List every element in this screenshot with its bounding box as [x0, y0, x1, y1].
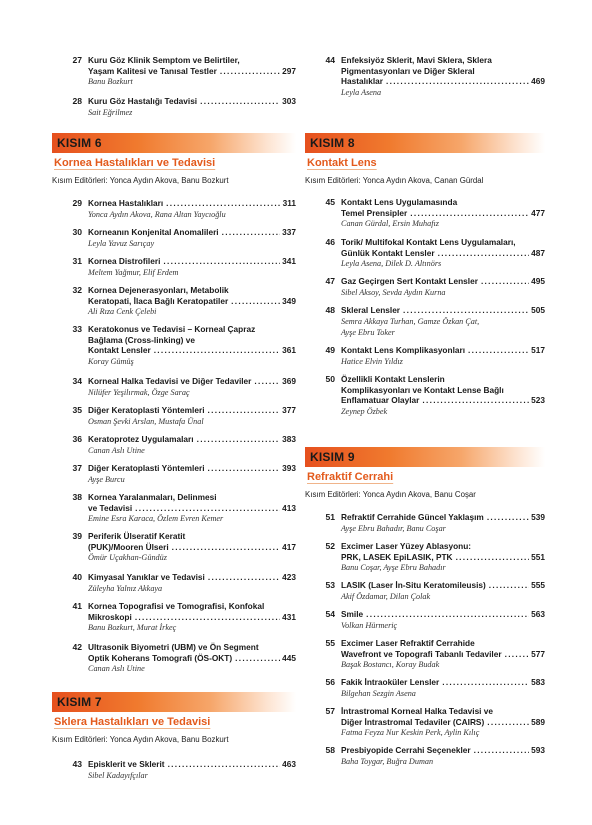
chapter-title-line: Excimer Laser Yüzey Ablasyonu: — [341, 541, 472, 551]
chapter-authors: Koray Gümüş — [88, 356, 134, 366]
chapter-title-text: Kontakt Lensler — [88, 345, 151, 355]
chapter-authors: Sibel Aksoy, Sevda Aydın Kurna — [341, 287, 446, 297]
chapter-authors: Canan Gürdal, Ersin Muhafız — [341, 219, 439, 228]
chapter-number: 30 — [72, 227, 82, 237]
chapter-title-line — [341, 276, 545, 287]
page-number: 487 — [531, 247, 545, 258]
chapter-title-line — [88, 345, 296, 356]
chapter-number: 38 — [72, 492, 82, 502]
chapter-title-text: Smile — [341, 609, 364, 619]
chapter-title — [88, 492, 296, 524]
chapter-number: 42 — [72, 642, 82, 652]
chapter-title-line — [341, 580, 545, 591]
page-number: 297 — [282, 65, 296, 76]
dot-leader — [489, 580, 529, 591]
chapter-number: 41 — [72, 601, 82, 611]
chapter-title-line: Bağlama (Cross-linking) ve — [88, 334, 195, 345]
chapter-authors: Ali Rıza Cenk Çelebi — [88, 307, 157, 316]
chapter-title-text: Diğer İntrastromal Tedaviler (CAIRS) — [341, 716, 485, 727]
chapter-number: 55 — [325, 638, 335, 648]
dot-leader — [172, 542, 280, 553]
chapter-authors: Canan Aslı Utine — [88, 445, 145, 455]
dot-leader — [208, 572, 280, 583]
chapter-number: 39 — [72, 531, 82, 541]
chapter-authors: Nilüfer Yeşilırmak, Özge Saraç — [88, 387, 190, 397]
chapter-title-text: Diğer Keratoplasti Yöntemleri — [88, 405, 205, 415]
chapter-title — [341, 374, 545, 417]
chapter-title-line — [341, 609, 545, 620]
chapter-title — [88, 463, 296, 485]
chapter-title-line — [88, 405, 296, 416]
chapter-number: 57 — [325, 706, 335, 716]
dot-leader — [481, 276, 529, 287]
chapter-title-line — [88, 542, 296, 553]
chapter-title-text: Optik Koherans Tomografi (ÖS-OKT) — [88, 652, 233, 663]
chapter-title-line — [88, 296, 296, 307]
chapter-title-line — [341, 512, 545, 523]
chapter-title — [341, 677, 545, 699]
chapter-authors: Emine Esra Karaca, Özlem Evren Kemer — [88, 514, 224, 523]
chapter-title-text: Wavefront ve Topografi Tabanlı Tedaviler — [341, 648, 502, 659]
chapter-authors: Ayşe Ebru Bahadır, Banu Coşar — [341, 523, 446, 533]
chapter-title-text: Mikroskopi — [88, 611, 132, 622]
page-number: 469 — [531, 76, 545, 86]
dot-leader — [474, 745, 530, 756]
page-number: 361 — [282, 345, 296, 355]
chapter-title-line — [341, 305, 545, 316]
page-number: 505 — [531, 305, 545, 315]
page-number: 583 — [531, 677, 545, 687]
chapter-title-line — [88, 227, 296, 238]
dot-leader — [168, 759, 281, 770]
chapter-title — [341, 580, 545, 602]
dot-leader — [487, 512, 529, 523]
chapter-title-line — [341, 208, 545, 219]
part-title: Kornea Hastalıkları ve Tedavisi — [54, 157, 216, 169]
chapter-authors: Banu Coşar, Ayşe Ebru Bahadır — [341, 563, 446, 572]
chapter-authors: Leyla Asena, Dilek D. Altınörs — [341, 259, 442, 268]
chapter-title — [341, 237, 545, 269]
chapter-title-line: İntrastromal Korneal Halka Tedavisi ve — [341, 706, 494, 716]
chapter-title-text: (PUK)/Mooren Ülseri — [88, 541, 169, 552]
dot-leader — [166, 198, 280, 209]
chapter-title-text: Keratopati, İlaca Bağlı Keratopatiler — [88, 295, 229, 306]
chapter-title — [341, 197, 545, 229]
chapter-title-text: Kornea Distrofileri — [88, 256, 161, 266]
part-editors: Kısım Editörleri: Yonca Aydın Akova, Banu Bozkurt — [52, 735, 229, 744]
chapter-title-line — [88, 256, 296, 267]
chapter-title — [88, 601, 296, 633]
chapter-title-text: Diğer Keratoplasti Yöntemleri — [88, 463, 205, 473]
dot-leader — [200, 96, 280, 107]
chapter-number: 58 — [325, 745, 335, 755]
page-number: 417 — [282, 541, 296, 552]
dot-leader — [231, 296, 280, 307]
chapter-number: 31 — [72, 256, 82, 266]
chapter-authors: Osman Şevki Arslan, Mustafa Ünal — [88, 416, 204, 426]
chapter-authors: Baha Toygar, Buğra Duman — [341, 756, 434, 766]
chapter-title — [341, 276, 545, 298]
page-number: 377 — [282, 405, 296, 415]
part-header — [305, 133, 545, 186]
chapter-title-line — [88, 572, 296, 583]
chapter-title-line: Ultrasonik Biyometri (UBM) ve Ön Segment — [88, 642, 259, 652]
chapter-authors: Banu Bozkurt — [88, 77, 133, 86]
page-number: 495 — [531, 276, 545, 286]
chapter-authors: Ömür Uçakhan-Gündüz — [88, 553, 167, 562]
dot-leader — [154, 345, 280, 356]
chapter-title-text: Temel Prensipler — [341, 207, 408, 218]
chapter-title-text: Kimyasal Yanıklar ve Tedavisi — [88, 572, 205, 582]
part-header — [52, 133, 296, 186]
chapter-title-text: ve Tedavisi — [88, 502, 133, 513]
chapter-number: 40 — [72, 572, 82, 582]
chapter-title-line: Excimer Laser Refraktif Cerrahide — [341, 638, 475, 648]
part-header — [305, 447, 545, 500]
dot-leader — [422, 395, 529, 406]
chapter-title-line: Kuru Göz Klinik Semptom ve Belirtiler, — [88, 55, 240, 65]
chapter-number: 56 — [325, 677, 335, 687]
chapter-number: 28 — [72, 96, 82, 106]
chapter-title — [341, 305, 545, 338]
chapter-title — [341, 638, 545, 670]
chapter-number: 36 — [72, 434, 82, 444]
chapter-title-line — [341, 76, 545, 87]
chapter-title-line — [88, 612, 296, 623]
chapter-title — [341, 745, 545, 767]
chapter-authors: Başak Bostancı, Koray Budak — [341, 660, 440, 669]
chapter-title-text: Fakik İntraoküler Lensler — [341, 677, 440, 687]
page-number: 593 — [531, 745, 545, 755]
chapter-title — [88, 759, 296, 781]
chapter-number: 32 — [72, 285, 82, 295]
chapter-title — [341, 609, 545, 631]
chapter-title — [88, 324, 296, 367]
chapter-title-text: Kuru Göz Hastalığı Tedavisi — [88, 96, 198, 106]
page-number: 555 — [531, 580, 545, 590]
chapter-number: 34 — [72, 376, 82, 386]
chapter-number: 53 — [325, 580, 335, 590]
dot-leader — [366, 609, 529, 620]
chapter-title-line: Kornea Dejenerasyonları, Metabolik — [88, 285, 229, 295]
chapter-authors: Leyla Yavuz Sarıçay — [88, 238, 155, 248]
chapter-title-text: Refraktif Cerrahide Güncel Yaklaşım — [341, 512, 484, 522]
chapter-number: 47 — [325, 276, 335, 286]
chapter-title-text: Presbiyopide Cerrahi Seçenekler — [341, 745, 471, 755]
chapter-authors: Züleyha Yalnız Akkaya — [88, 583, 163, 593]
chapter-title-line: Özellikli Kontakt Lenslerin — [341, 374, 445, 384]
chapter-title — [88, 198, 296, 220]
chapter-title-line — [88, 66, 296, 77]
dot-leader — [163, 256, 280, 267]
chapter-number: 52 — [325, 541, 335, 551]
chapter-title-line — [341, 745, 545, 756]
chapter-title-text: Yaşam Kalitesi ve Tanısal Testler — [88, 65, 217, 76]
dot-leader — [254, 376, 280, 387]
chapter-title-line: Kontakt Lens Uygulamasında — [341, 197, 458, 207]
chapter-title — [341, 55, 545, 98]
page-number: 383 — [282, 434, 296, 444]
chapter-title — [341, 345, 545, 367]
chapter-title-line — [341, 677, 545, 688]
part-editors: Kısım Editörleri: Yonca Aydın Akova, Banu Bozkurt — [52, 176, 229, 185]
chapter-number: 27 — [72, 55, 82, 65]
chapter-title-line: Periferik Ülseratif Keratit — [88, 531, 186, 541]
chapter-title-text: Keratoprotez Uygulamaları — [88, 434, 194, 444]
page-number: 589 — [531, 716, 545, 727]
chapter-title-text: Enflamatuar Olaylar — [341, 395, 420, 405]
part-header — [52, 692, 296, 745]
chapter-title-line: Kornea Topografisi ve Tomografisi, Konfokal — [88, 601, 265, 611]
chapter-title-line — [341, 345, 545, 356]
dot-leader — [438, 248, 530, 259]
chapter-title-text: Kornea Hastalıkları — [88, 198, 164, 208]
chapter-authors: Ayşe Burcu — [88, 474, 125, 484]
chapter-title-line — [88, 503, 296, 514]
dot-leader — [403, 305, 529, 316]
chapter-title — [341, 512, 545, 534]
page-number: 393 — [282, 463, 296, 473]
dot-leader — [487, 717, 529, 728]
page-number: 517 — [531, 345, 545, 355]
chapter-title-text: LASIK (Laser İn-Situ Keratomileusis) — [341, 580, 486, 590]
chapter-number: 45 — [325, 197, 335, 207]
page-number: 413 — [282, 502, 296, 513]
dot-leader — [222, 227, 281, 238]
page-number: 341 — [282, 256, 296, 266]
chapter-authors: Bilgehan Sezgin Asena — [341, 688, 416, 698]
chapter-number: 37 — [72, 463, 82, 473]
part-title: Refraktif Cerrahi — [307, 471, 394, 483]
part-editors: Kısım Editörleri: Yonca Aydın Akova, Canan Gürdal — [305, 176, 484, 185]
chapter-title — [88, 227, 296, 249]
chapter-title-text: PRK, LASEK EpiLASIK, PTK — [341, 551, 453, 562]
dot-leader — [442, 677, 529, 688]
chapter-title-line — [88, 434, 296, 445]
chapter-title-line: Keratokonus ve Tedavisi – Korneal Çapraz — [88, 324, 256, 334]
chapter-title — [88, 405, 296, 427]
page-number: 577 — [531, 648, 545, 659]
chapter-authors: Zeynep Özbek — [341, 406, 388, 416]
chapter-number: 49 — [325, 345, 335, 355]
page-number: 423 — [282, 572, 296, 582]
part-editors: Kısım Editörleri: Yonca Aydın Akova, Banu Coşar — [305, 490, 476, 499]
chapter-authors: Leyla Asena — [341, 87, 382, 97]
chapter-number: 50 — [325, 374, 335, 384]
dot-leader — [135, 503, 280, 514]
chapter-number: 46 — [325, 237, 335, 247]
chapter-authors: Semra Akkaya Turhan, Gamze Özkan Çat, — [341, 316, 480, 326]
chapter-number: 35 — [72, 405, 82, 415]
chapter-number: 33 — [72, 324, 82, 334]
chapter-authors: Banu Bozkurt, Murat İrkeç — [88, 623, 177, 632]
chapter-title — [88, 572, 296, 594]
chapter-authors: Yonca Aydın Akova, Rana Altan Yaycıoğlu — [88, 209, 226, 219]
page-number: 349 — [282, 295, 296, 306]
page-number: 431 — [282, 611, 296, 622]
chapter-title-text: Günlük Kontakt Lensler — [341, 247, 435, 258]
chapter-title-line: Kornea Yaralanmaları, Delinmesi — [88, 492, 217, 502]
chapter-number: 44 — [325, 55, 335, 65]
chapter-title — [88, 96, 296, 118]
chapter-title — [88, 376, 296, 398]
chapter-title — [88, 55, 296, 87]
part-label-bar: KISIM 9 — [305, 447, 545, 467]
chapter-title-text: Episklerit ve Sklerit — [88, 759, 165, 769]
chapter-authors: Sait Eğrilmez — [88, 107, 133, 117]
chapter-title-text: Korneal Halka Tedavisi ve Diğer Tedaviler — [88, 376, 252, 386]
chapter-title-text: Hastalıklar — [341, 76, 383, 86]
page-number: 539 — [531, 512, 545, 522]
chapter-title — [341, 541, 545, 573]
part-label-bar: KISIM 8 — [305, 133, 545, 153]
page-number: 445 — [282, 652, 296, 663]
chapter-number: 48 — [325, 305, 335, 315]
chapter-title — [88, 531, 296, 563]
page-number: 477 — [531, 207, 545, 218]
chapter-title-text: Skleral Lensler — [341, 305, 401, 315]
chapter-authors: Canan Aslı Utine — [88, 664, 145, 673]
chapter-title-line — [341, 248, 545, 259]
part-title: Kontakt Lens — [307, 157, 377, 169]
chapter-title — [341, 706, 545, 738]
dot-leader — [505, 649, 530, 660]
dot-leader — [197, 434, 281, 445]
chapter-title-line — [341, 552, 545, 563]
dot-leader — [386, 76, 529, 87]
chapter-title — [88, 642, 296, 674]
chapter-title-line — [88, 376, 296, 387]
page-number: 551 — [531, 551, 545, 562]
chapter-title — [88, 256, 296, 278]
dot-leader — [456, 552, 530, 563]
chapter-authors: Hatice Elvin Yıldız — [341, 356, 403, 366]
chapter-number: 29 — [72, 198, 82, 208]
dot-leader — [208, 463, 281, 474]
part-label-bar: KISIM 7 — [52, 692, 296, 712]
chapter-title-line — [341, 395, 545, 406]
chapter-title-line — [88, 96, 296, 107]
chapter-number: 51 — [325, 512, 335, 522]
chapter-authors: Akif Özdamar, Dilan Çolak — [341, 591, 431, 601]
page-number: 523 — [531, 395, 545, 405]
chapter-authors: Fatma Feyza Nur Keskin Perk, Aylin Kılıç — [341, 728, 480, 737]
page-number: 311 — [282, 198, 296, 208]
chapter-authors: Sibel Kadayıfçılar — [88, 770, 148, 780]
chapter-title — [88, 434, 296, 456]
dot-leader — [235, 653, 280, 664]
chapter-title-line — [88, 463, 296, 474]
chapter-number: 54 — [325, 609, 335, 619]
chapter-title-line: Pigmentasyonları ve Diğer Skleral — [341, 65, 475, 76]
page-number: 369 — [282, 376, 296, 386]
chapter-title-line — [88, 759, 296, 770]
part-label-bar: KISIM 6 — [52, 133, 296, 153]
chapter-title-line — [88, 653, 296, 664]
page-number: 463 — [282, 759, 296, 769]
chapter-title-text: Korneanın Konjenital Anomalileri — [88, 227, 219, 237]
chapter-title-line — [88, 198, 296, 209]
chapter-number: 43 — [72, 759, 82, 769]
chapter-title-line — [341, 649, 545, 660]
chapter-title-line: Komplikasyonları ve Kontakt Lense Bağlı — [341, 384, 504, 395]
page-number: 303 — [282, 96, 296, 106]
chapter-title-text: Gaz Geçirgen Sert Kontakt Lensler — [341, 276, 478, 286]
page-number: 563 — [531, 609, 545, 619]
chapter-title-line — [341, 717, 545, 728]
chapter-authors: Meltem Yağmur, Elif Erdem — [88, 267, 179, 277]
dot-leader — [208, 405, 281, 416]
dot-leader — [468, 345, 529, 356]
chapter-authors: Volkan Hürmeriç — [341, 620, 398, 630]
chapter-title-text: Kontakt Lens Komplikasyonları — [341, 345, 466, 355]
chapter-title-line: Torik/ Multifokal Kontakt Lens Uygulamaları, — [341, 237, 516, 247]
chapter-authors: Ayşe Ebru Toker — [341, 327, 395, 337]
part-title: Sklera Hastalıkları ve Tedavisi — [54, 716, 211, 728]
chapter-title — [88, 285, 296, 317]
dot-leader — [220, 66, 280, 77]
dot-leader — [135, 612, 280, 623]
chapter-title-line: Enfeksiyöz Sklerit, Mavi Sklera, Sklera — [341, 55, 492, 65]
page-number: 337 — [282, 227, 296, 237]
dot-leader — [410, 208, 529, 219]
